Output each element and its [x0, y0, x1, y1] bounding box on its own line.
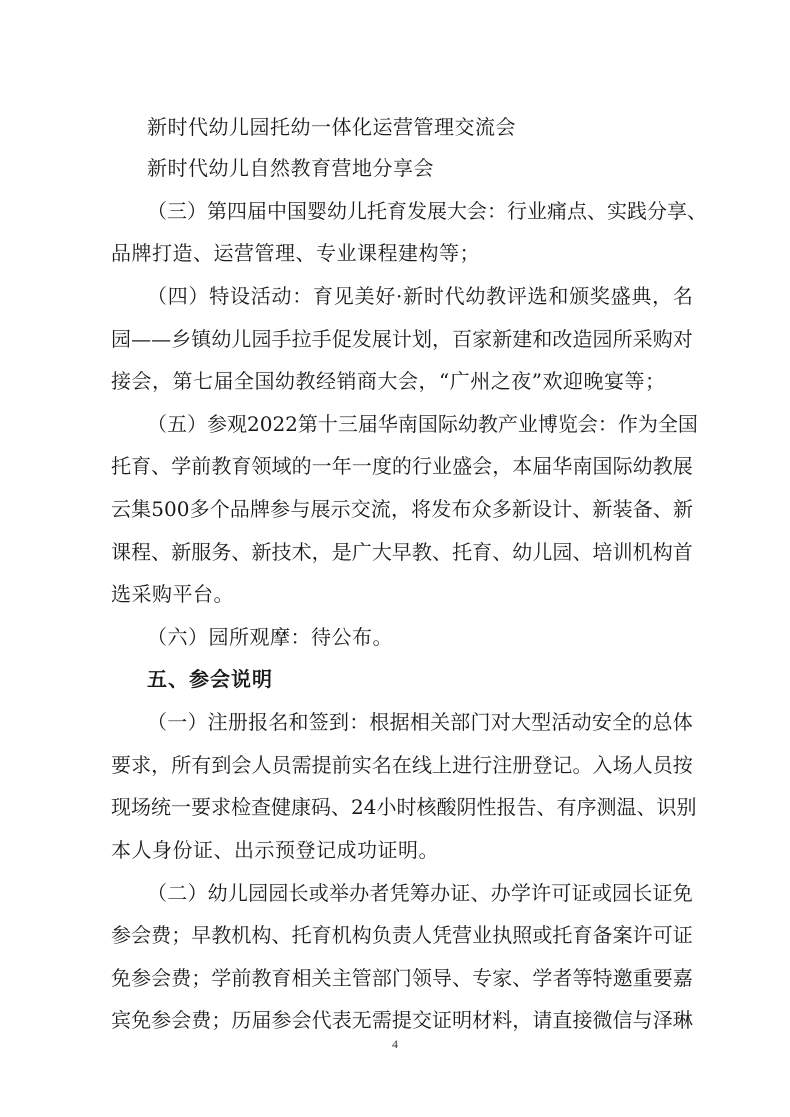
- text-line: （ 一 ） 注 册 报 名 和 签 到 ： 根 据 相 关 部 门 对 大 型 活 动 安 全 的 总 体: [147, 710, 693, 734]
- text-line: 接会，第七届全国幼教经销商大会，“广州之夜”欢迎晚宴等；: [111, 369, 666, 393]
- text-line: 宾 免 参 会 费 ； 历 届 参 会 代 表 无 需 提 交 证 明 材 料 ， 请 直 接 微 信 与 泽 琳: [111, 1008, 693, 1032]
- text-line: 品牌打造、运营管理、专业课程建构等；: [111, 241, 480, 265]
- text-line: 新时代幼儿自然教育营地分享会: [147, 156, 434, 180]
- text-line: （ 五 ） 参 观 2022 第 十 三 届 华 南 国 际 幼 教 产 业 博 览 会 ： 作 为 全 国: [147, 412, 698, 436]
- page-number: 4: [392, 1037, 398, 1051]
- text-line: （ 四 ） 特 设 活 动 ： 育 见 美 好 · 新 时 代 幼 教 评 选 和 颁 奖 盛 典 ， 名: [147, 284, 693, 308]
- text-line: 参 会 费 ； 早 教 机 构 、 托 育 机 构 负 责 人 凭 营 业 执 照 或 托 育 备 案 许 可 证: [111, 923, 693, 947]
- text-line: 新时代幼儿园托幼一体化运营管理交流会: [147, 115, 516, 139]
- text-line: 本人身份证、出示预登记成功证明。: [111, 838, 439, 862]
- text-line: 免 参 会 费 ； 学 前 教 育 相 关 主 管 部 门 领 导 、 专 家 、 学 者 等 特 邀 重 要 嘉: [111, 966, 693, 990]
- text-line: 托 育 、 学 前 教 育 领 域 的 一 年 一 度 的 行 业 盛 会 ， 本 届 华 南 国 际 幼 教 展: [111, 454, 693, 478]
- text-line: 选采购平台。: [111, 582, 234, 606]
- text-line: （ 二 ） 幼 儿 园 园 长 或 举 办 者 凭 筹 办 证 、 办 学 许 可 证 或 园 长 证 免: [147, 881, 693, 905]
- text-line: 园 — — 乡 镇 幼 儿 园 手 拉 手 促 发 展 计 划 ， 百 家 新 建 和 改 造 园 所 采 购 对: [111, 327, 693, 351]
- text-line: 云 集 500 多 个 品 牌 参 与 展 示 交 流 ， 将 发 布 众 多 新 设 计 、 新 装 备 、 新: [111, 497, 693, 521]
- text-line: （六）园所观摩：待公布。: [147, 625, 393, 649]
- section-heading: 五、参会说明: [147, 667, 273, 691]
- text-line: （ 三 ） 第 四 届 中 国 婴 幼 儿 托 育 发 展 大 会 ： 行 业 痛 点 、 实 践 分 享 、: [147, 199, 707, 223]
- text-line: 课 程 、 新 服 务 、 新 技 术 ， 是 广 大 早 教 、 托 育 、 幼 儿 园 、 培 训 机 构 首: [111, 540, 693, 564]
- text-line: 要 求 ， 所 有 到 会 人 员 需 提 前 实 名 在 线 上 进 行 注 册 登 记 。 入 场 人 员 按: [111, 753, 693, 777]
- text-line: 现 场 统 一 要 求 检 查 健 康 码 、 24 小 时 核 酸 阴 性 报 告 、 有 序 测 温 、 识 别: [111, 795, 697, 819]
